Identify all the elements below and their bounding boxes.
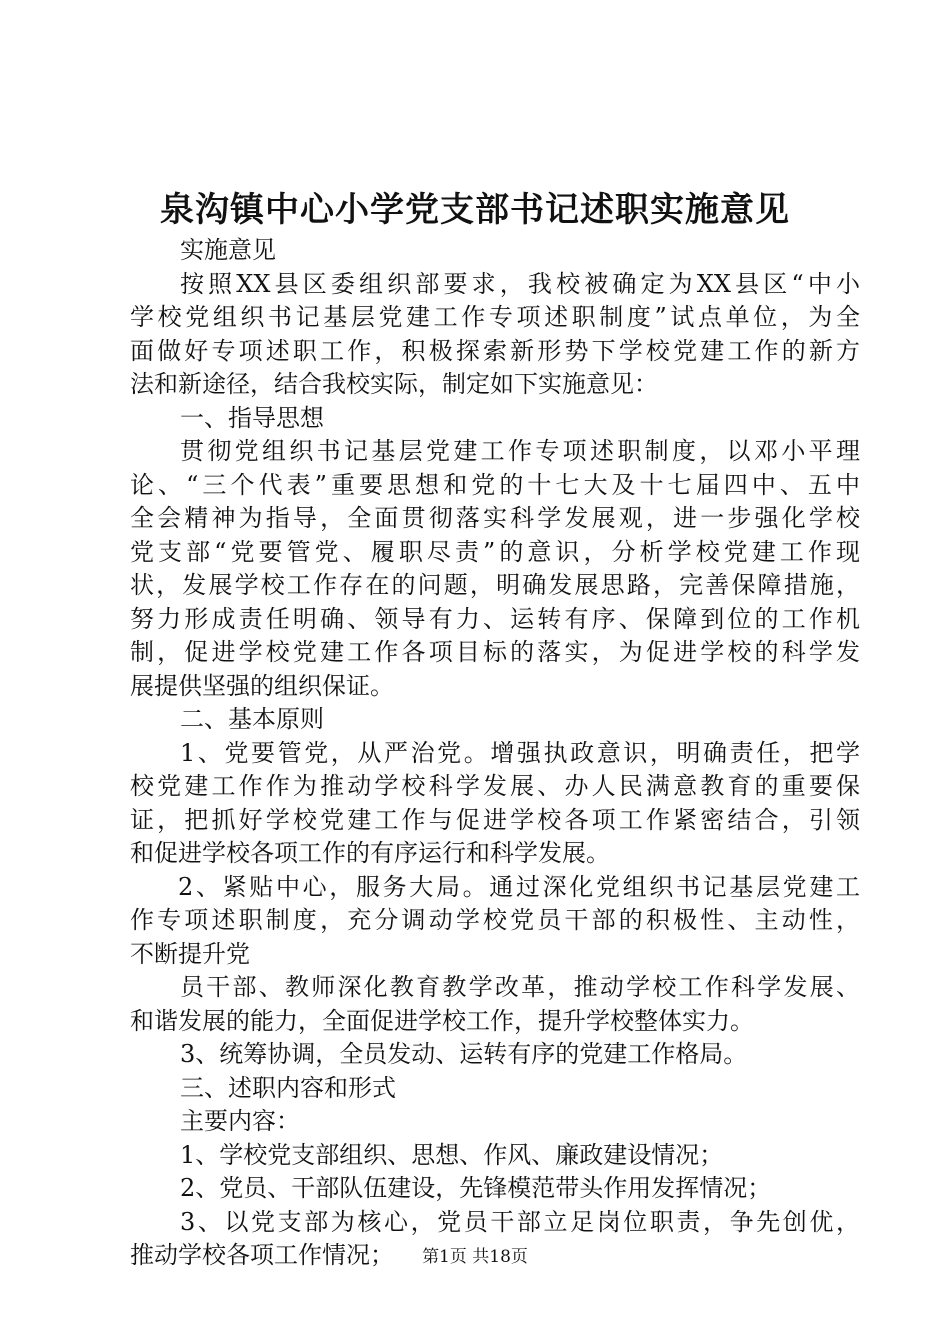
section-heading: 一、指导思想 [180,403,324,432]
text-line: 制，促进学校党建工作各项目标的落实，为促进学校的科学发 [130,638,860,666]
text-line: 3、统筹协调，全员发动、运转有序的党建工作格局。 [180,1040,748,1068]
text-line: 全会精神为指导，全面贯彻落实科学发展观，进一步强化学校 [130,504,860,532]
section-heading: 二、基本原则 [180,705,324,733]
text-line: 1、党要管党，从严治党。增强执政意识，明确责任，把学 [180,738,860,767]
text-line: 不断提升党 [130,939,250,968]
text-line: 员干部、教师深化教育教学改革，推动学校工作科学发展、 [180,973,860,1001]
text-line: 2、紧贴中心，服务大局。通过深化党组织书记基层党建工 [178,872,860,901]
text-line: 3、以党支部为核心，党员干部立足岗位职责，争先创优， [180,1207,860,1236]
text-line: 作专项述职制度，充分调动学校党员干部的积极性、主动性， [130,906,860,934]
text-line: 面做好专项述职工作，积极探索新形势下学校党建工作的新方 [130,336,860,365]
page-title: 泉沟镇中心小学党支部书记述职实施意见 [160,190,790,230]
text-line: 状，发展学校工作存在的问题，明确发展思路，完善保障措施， [130,571,860,599]
text-line: 1、学校党支部组织、思想、作风、廉政建设情况； [180,1140,724,1169]
page-number: 第1页 共18页 [422,1247,528,1267]
text-line: 和谐发展的能力，全面促进学校工作，提升学校整体实力。 [130,1006,754,1035]
text-line: 论、“三个代表”重要思想和党的十七大及十七届四中、五中 [130,470,860,499]
text-line: 实施意见 [180,236,276,264]
text-line: 展提供坚强的组织保证。 [130,671,394,700]
text-line: 学校党组织书记基层党建工作专项述职制度”试点单位，为全 [130,303,860,331]
section-heading: 三、述职内容和形式 [180,1073,396,1102]
text-line: 推动学校各项工作情况； [130,1241,394,1269]
text-line: 贯彻党组织书记基层党建工作专项述职制度，以邓小平理 [180,437,860,465]
text-line: 按照XX县区委组织部要求，我校被确定为XX县区“中小 [180,269,860,298]
text-line: 努力形成责任明确、领导有力、运转有序、保障到位的工作机 [130,604,860,633]
text-line: 证，把抓好学校党建工作与促进学校各项工作紧密结合，引领 [130,805,860,834]
text-line: 主要内容： [180,1107,300,1135]
text-line: 校党建工作作为推动学校科学发展、办人民满意教育的重要保 [130,772,860,800]
text-line: 党支部“党要管党、履职尽责”的意识，分析学校党建工作现 [130,537,860,566]
document-body [130,234,860,1273]
text-line: 法和新途径，结合我校实际，制定如下实施意见： [130,370,658,398]
text-line: 2、党员、干部队伍建设，先锋模范带头作用发挥情况； [180,1174,772,1202]
text-line: 和促进学校各项工作的有序运行和科学发展。 [130,839,610,867]
